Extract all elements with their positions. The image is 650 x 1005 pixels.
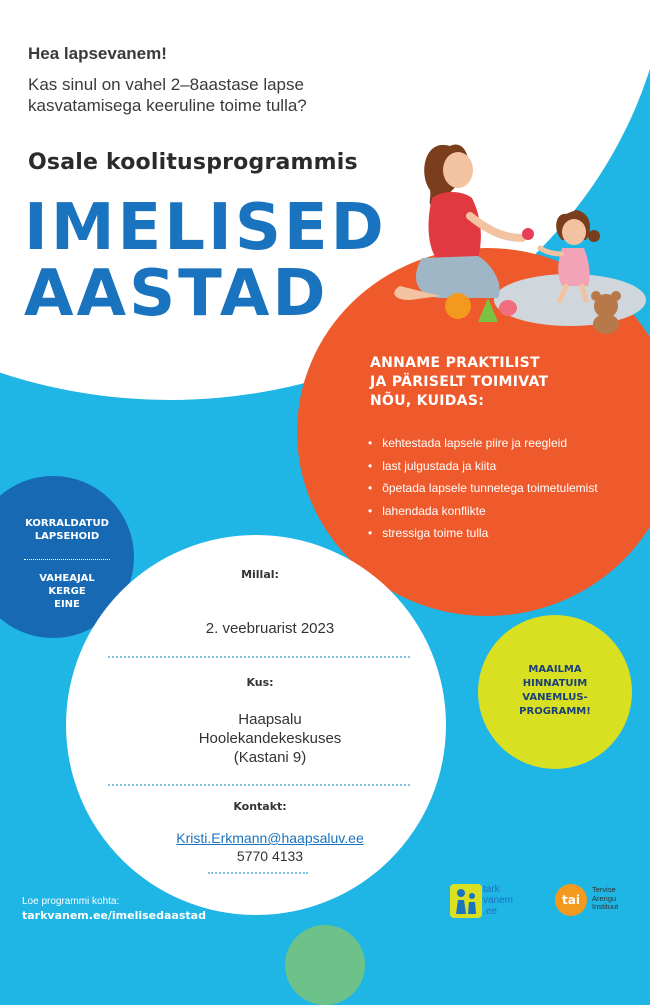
question-line: kasvatamisega keeruline toime tulla? <box>28 96 307 115</box>
invite-text: Osale koolitusprogrammis <box>28 150 358 175</box>
extras-divider <box>24 559 110 560</box>
offer-item: • lahendada konflikte <box>368 500 598 523</box>
tai-logo-icon: tai <box>555 884 587 916</box>
badge-line: PROGRAMM! <box>519 706 591 717</box>
where-line: Haapsalu <box>238 711 302 728</box>
logo-line: Arengu <box>592 893 617 903</box>
logo-line: Tervise <box>592 885 616 894</box>
offer-heading <box>370 354 610 411</box>
child-ponytail <box>588 230 600 242</box>
mother-top <box>429 192 481 258</box>
program-link[interactable]: tarkvanem.ee/imelisedaastad <box>22 909 206 922</box>
badge-line: HINNATUIM <box>522 678 588 689</box>
offer-list <box>368 432 598 545</box>
where-label: Kus: <box>246 676 274 689</box>
child-arm <box>540 248 562 254</box>
toy-orange-ball <box>445 293 471 319</box>
world-rated-badge <box>482 663 628 719</box>
toy-ball <box>522 228 534 240</box>
child-face <box>562 219 586 245</box>
details-divider <box>208 872 308 874</box>
offer-item: • stressiga toime tulla <box>368 522 598 545</box>
program-title-line2: AASTAD <box>24 257 329 331</box>
extras-line: KORRALDATUD <box>25 518 109 529</box>
mother-face <box>443 152 473 188</box>
where-line: (Kastani 9) <box>233 749 307 766</box>
contact-label: Kontakt: <box>233 800 287 813</box>
tai-logo-text <box>592 886 618 912</box>
extras-childcare <box>0 517 134 543</box>
question-line: Kas sinul on vahel 2–8aastase lapse <box>28 75 304 94</box>
offer-item: • last julgustada ja kiita <box>368 455 598 478</box>
logo-line: .ee <box>483 906 497 917</box>
green-bottom-bubble <box>285 925 365 1005</box>
when-value: 2. veebruarist 2023 <box>205 620 335 637</box>
intro-question <box>28 74 348 116</box>
logo-line: vanem <box>483 895 514 906</box>
offer-item: • kehtestada lapsele piire ja reegleid <box>368 432 598 455</box>
offer-heading-line: JA PÄRISELT TOIMIVAT <box>370 374 549 390</box>
when-label: Millal: <box>241 568 279 581</box>
badge-line: VANEMLUS- <box>522 692 588 703</box>
contact-phone: 5770 4133 <box>236 848 304 864</box>
where-line: Hoolekandekeskuses <box>198 730 342 747</box>
extras-line: KERGE <box>48 586 86 597</box>
offer-item: • õpetada lapsele tunnetega toimetulemist <box>368 477 598 500</box>
where-value <box>120 710 420 767</box>
logo-line: tark <box>483 884 500 895</box>
toy-pink-ball <box>499 300 517 316</box>
contact-email-link[interactable]: Kristi.Erkmann@haapsaluv.ee <box>176 830 364 846</box>
tarkvanem-logo-text <box>483 884 513 917</box>
extras-snack <box>0 572 134 611</box>
greeting: Hea lapsevanem! <box>28 44 167 63</box>
logo-line: Instituut <box>592 902 619 911</box>
read-more-label: Loe programmi kohta: <box>22 896 120 907</box>
extras-line: LAPSEHOID <box>34 531 100 542</box>
teddy-body <box>593 314 619 334</box>
extras-line: EINE <box>54 599 80 610</box>
details-divider <box>108 656 410 658</box>
offer-heading-line: NÕU, KUIDAS: <box>370 393 485 409</box>
program-title-line1: IMELISED <box>24 191 387 265</box>
tarkvanem-logo-icon <box>450 884 482 918</box>
details-divider <box>108 784 410 786</box>
extras-line: VAHEAJAL <box>39 573 95 584</box>
mother-child-illustration <box>380 128 650 338</box>
teddy-ear <box>611 291 621 301</box>
mother-skirt <box>416 256 500 298</box>
teddy-ear <box>591 291 601 301</box>
badge-line: MAAILMA <box>528 664 582 675</box>
offer-heading-line: ANNAME PRAKTILIST <box>370 355 540 371</box>
